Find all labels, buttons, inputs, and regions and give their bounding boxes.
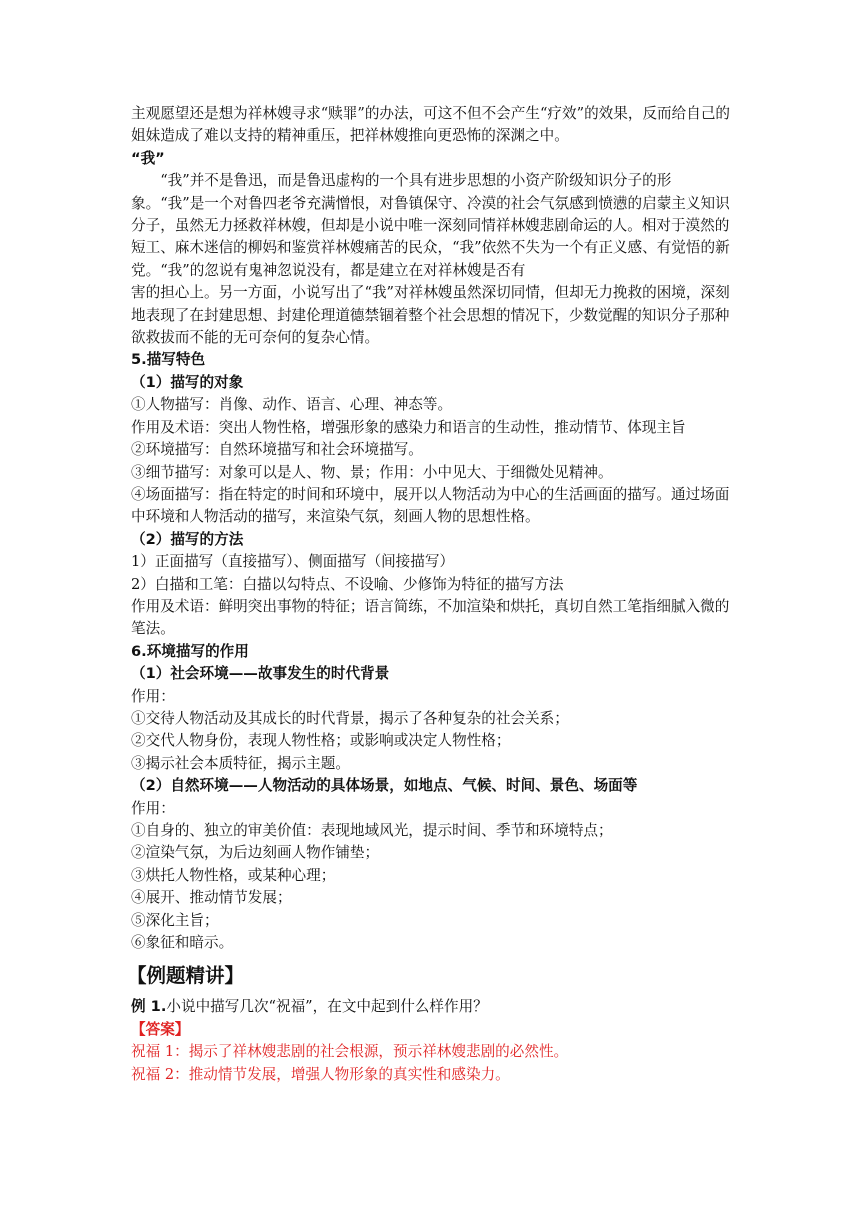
document-body	[127, 103, 742, 1086]
list-item: ①自身的、独立的审美价值：表现地域风光，提示时间、季节和环境特点；	[131, 822, 613, 839]
paragraph-narrator-dilemma: 害的担心上。另一方面，小说写出了“我”对祥林嫂虽然深切同情，但却无力挽救的困境，深刻地表现了在封建思想、封建伦理道德禁锢着整个社会思想的情况下，少数觉醒的知识分子那种欲救拔而不能的无可奈何的复杂心情。	[131, 284, 730, 347]
example-question-label: 例 1.	[131, 998, 167, 1016]
list-item: ②渲染气氛，为后边刻画人物作铺垫；	[131, 844, 380, 862]
heading-example-explanation: 【例题精讲】	[127, 964, 245, 988]
example-question-text: 小说中描写几次“祝福”，在文中起到什么样作用？	[166, 998, 488, 1016]
list-item: ①交待人物活动及其成长的时代背景，揭示了各种复杂的社会关系；	[131, 709, 569, 727]
list-item: ②环境描写：自然环境描写和社会环境描写。	[131, 441, 423, 459]
list-item: ⑤深化主旨；	[131, 911, 219, 929]
heading-narrator-wo: “我”	[131, 149, 165, 167]
list-item: 1）正面描写（直接描写）、侧面描写（间接描写）	[131, 553, 455, 571]
list-item: 作用：	[131, 799, 175, 817]
answer-label: 【答案】	[131, 1020, 190, 1038]
list-item: ③烘托人物性格，或某种心理；	[131, 866, 336, 884]
subheading-description-objects: （1）描写的对象	[131, 373, 244, 391]
list-item: ①人物描写：肖像、动作、语言、心理、神态等。	[131, 396, 453, 414]
list-item: ②交代人物身份，表现人物性格；或影响或决定人物性格；	[131, 732, 511, 750]
list-item: ③细节描写：对象可以是人、物、景；作用：小中见大、于细微处见精神。	[131, 463, 613, 481]
subheading-social-environment: （1）社会环境——故事发生的时代背景	[131, 665, 390, 683]
paragraph-narrator-description: “我”并不是鲁迅，而是鲁迅虚构的一个具有进步思想的小资产阶级知识分子的形象。“我”是一个对鲁四老爷充满憎恨，对鲁镇保守、冷漠的社会气氛感到愤懑的启蒙主义知识分子，虽然无力拯救祥林嫂，但却是小说中唯一深刻同情祥林嫂悲剧命运的人。相对于漠然的短工、麻木迷信的柳妈和鉴赏祥林嫂痛苦的民众，“我”依然不失为一个有正义感、有觉悟的新党。“我”的忽说有鬼神忽说没有，都是建立在对祥林嫂是否有	[131, 172, 730, 279]
answer-line: 祝福 2：推动情节发展，增强人物形象的真实性和感染力。	[131, 1065, 510, 1083]
subheading-description-methods: （2）描写的方法	[131, 530, 244, 548]
list-item: 作用及术语：鲜明突出事物的特征；语言简练，不加渲染和烘托，真切自然工笔指细腻入微的笔法。	[131, 597, 730, 638]
example-question	[131, 996, 742, 1018]
list-item: ④展开、推动情节发展；	[131, 889, 292, 907]
list-item: ⑥象征和暗示。	[131, 934, 234, 952]
paragraph-xianglin-atonement: 主观愿望还是想为祥林嫂寻求“赎罪”的办法，可这不但不会产生“疗效”的效果，反而给自己的姐妹造成了难以支持的精神重压，把祥林嫂推向更恐怖的深渊之中。	[131, 105, 731, 145]
list-item: 作用及术语：突出人物性格，增强形象的感染力和语言的生动性，推动情节、体现主旨	[131, 418, 686, 436]
answer-line: 祝福 1：揭示了祥林嫂悲剧的社会根源，预示祥林嫂悲剧的必然性。	[131, 1043, 569, 1061]
list-item: ③揭示社会本质特征，揭示主题。	[131, 754, 350, 772]
list-item: 2）白描和工笔：白描以勾特点、不设喻、少修饰为特征的描写方法	[131, 575, 564, 593]
heading-environment-functions: 6.环境描写的作用	[131, 642, 249, 660]
list-item: 作用：	[131, 687, 175, 705]
heading-description-features: 5.描写特色	[131, 351, 206, 369]
subheading-natural-environment: （2）自然环境——人物活动的具体场景，如地点、气候、时间、景色、场面等	[131, 777, 638, 795]
list-item: ④场面描写：指在特定的时间和环境中，展开以人物活动为中心的生活画面的描写。通过场面中环境和人物活动的描写，来渲染气氛，刻画人物的思想性格。	[131, 485, 730, 526]
